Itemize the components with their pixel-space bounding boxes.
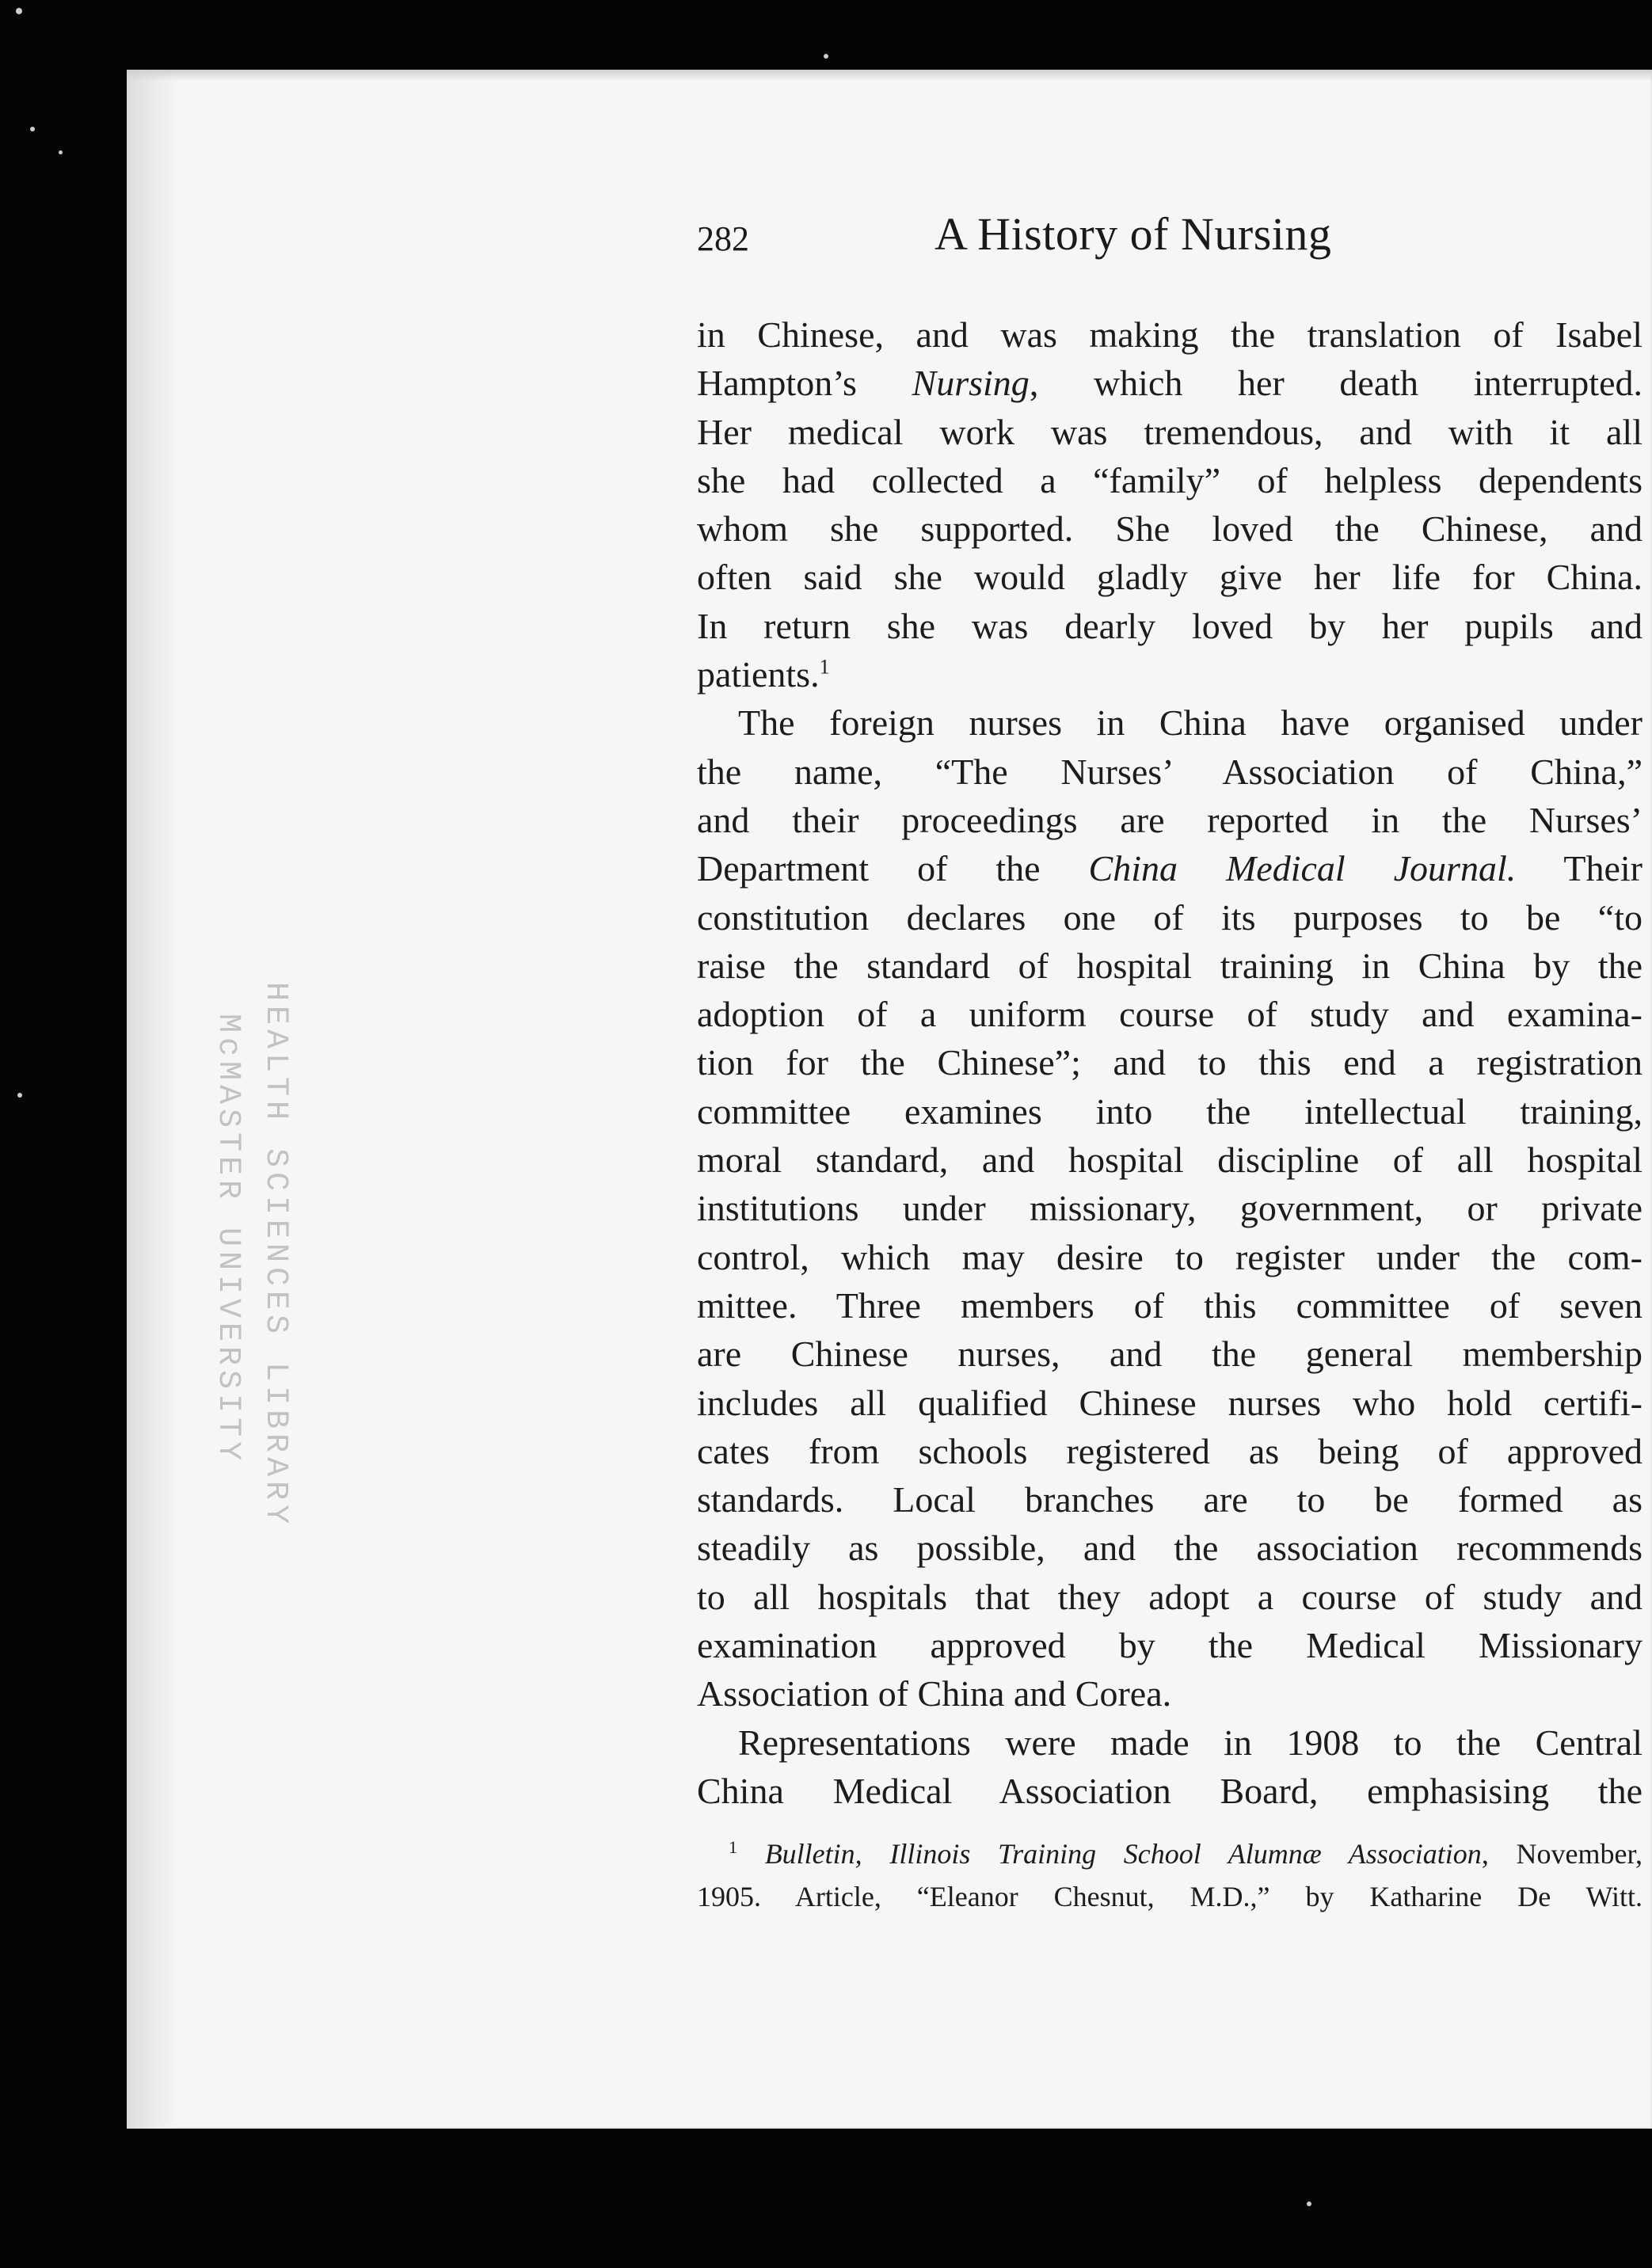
text-line: [697, 1475, 1642, 1524]
text-line: [697, 650, 1642, 698]
text-run: patients.: [697, 654, 820, 695]
text-run: Her medical work was tremendous, and with it all: [697, 411, 1642, 452]
text-run: Representations were made in 1908 to the Central: [738, 1722, 1642, 1763]
text-line: [697, 553, 1642, 601]
footnote-line: [697, 1832, 1642, 1875]
text-line: [697, 456, 1642, 504]
text-line: [697, 1038, 1642, 1086]
text-line: [697, 1767, 1642, 1815]
text-run: institutions under missionary, government, or private: [697, 1188, 1642, 1229]
text-run: often said she would gladly give her life for China.: [697, 557, 1642, 598]
footnote-line: [697, 1875, 1642, 1918]
text-line: [697, 796, 1642, 844]
text-line: [697, 310, 1642, 359]
text-line: [697, 698, 1642, 747]
text-run: , which her death interrupted.: [1029, 363, 1642, 404]
text-run: in Chinese, and was making the translation of Isabel: [697, 314, 1642, 355]
text-run: raise the standard of hospital training in China by the: [697, 945, 1642, 986]
footnote-marker: 1: [729, 1837, 737, 1858]
dust-speck: [59, 150, 63, 154]
text-run: constitution declares one of its purposes to be “to: [697, 896, 1642, 938]
text-run: examination approved by the Medical Missionary: [697, 1625, 1642, 1666]
text-run: Hampton’s: [697, 363, 912, 404]
text-run: and their proceedings are reported in the Nurses’: [697, 799, 1642, 840]
text-run: mittee. Three members of this committee of seven: [697, 1284, 1642, 1326]
text-run: to all hospitals that they adopt a course of study and: [697, 1576, 1642, 1617]
text-line: [697, 408, 1642, 456]
text-line: [697, 1669, 1642, 1718]
text-run: are Chinese nurses, and the general membership: [697, 1334, 1642, 1375]
text-run: control, which may desire to register under the com-: [697, 1236, 1642, 1277]
footnotes: [697, 1832, 1642, 1918]
body-lines: [697, 310, 1642, 1815]
dust-speck: [17, 1093, 22, 1098]
library-stamp: [198, 982, 333, 1529]
text-line: [697, 844, 1642, 892]
text-line: [697, 990, 1642, 1038]
stamp-line-2: McMASTER UNIVERSITY: [210, 1014, 246, 1466]
text-run: she had collected a “family” of helpless dependents: [697, 459, 1642, 500]
italic-text: China Medical Journal.: [1088, 848, 1517, 889]
text-line: [697, 893, 1642, 942]
text-run: cates from schools registered as being of approved: [697, 1430, 1642, 1471]
text-line: [697, 1379, 1642, 1427]
page-number: 282: [697, 219, 749, 258]
footnote-marker: 1: [819, 655, 830, 679]
text-run: whom she supported. She loved the Chinese, and: [697, 508, 1642, 550]
text-line: [697, 1330, 1642, 1378]
text-run: China Medical Association Board, emphasising the: [697, 1770, 1642, 1811]
text-line: [697, 1281, 1642, 1330]
dust-speck: [1307, 2201, 1311, 2206]
text-run: Their: [1516, 848, 1642, 889]
text-run: steadily as possible, and the association recommends: [697, 1528, 1642, 1569]
running-head: [697, 207, 1647, 271]
text-line: [697, 1087, 1642, 1136]
text-line: [697, 1233, 1642, 1281]
text-line: [697, 359, 1642, 407]
text-line: [697, 504, 1642, 553]
text-run: the name, “The Nurses’ Association of China,”: [697, 751, 1642, 792]
text-run: In return she was dearly loved by her pupils and: [697, 605, 1642, 646]
italic-text: Nursing: [912, 363, 1030, 404]
text-line: [697, 942, 1642, 990]
text-run: tion for the Chinese”; and to this end a registration: [697, 1042, 1642, 1083]
page-gutter-shadow: [127, 70, 182, 2129]
page-top-edge: [127, 70, 1652, 81]
text-line: [697, 1524, 1642, 1572]
text-run: 1905. Article, “Eleanor Chesnut, M.D.,” by Katharine De Witt.: [697, 1881, 1642, 1913]
dust-speck: [824, 54, 828, 59]
stamp-line-1: HEALTH SCIENCES LIBRARY: [257, 982, 293, 1529]
text-run: The foreign nurses in China have organised under: [738, 702, 1642, 744]
text-run: includes all qualified Chinese nurses who hold certifi-: [697, 1382, 1642, 1423]
text-line: [697, 1621, 1642, 1669]
text-line: [697, 1573, 1642, 1621]
text-line: [697, 1427, 1642, 1475]
text-line: [697, 1184, 1642, 1232]
text-line: [697, 1136, 1642, 1184]
text-line: [697, 748, 1642, 796]
text-line: [697, 602, 1642, 650]
italic-text: Bulletin, Illinois Training School Alumnæ Association: [764, 1838, 1482, 1870]
text-run: , November,: [1481, 1838, 1642, 1870]
text-run: [737, 1838, 765, 1870]
text-run: committee examines into the intellectual training,: [697, 1090, 1642, 1132]
text-run: moral standard, and hospital discipline of all hospital: [697, 1140, 1642, 1181]
text-run: adoption of a uniform course of study and examina-: [697, 994, 1642, 1035]
text-run: standards. Local branches are to be formed as: [697, 1479, 1642, 1520]
text-line: [697, 1718, 1642, 1767]
dust-speck: [16, 8, 22, 14]
dust-speck: [30, 127, 35, 131]
text-run: Association of China and Corea.: [697, 1673, 1172, 1714]
text-run: Department of the: [697, 848, 1089, 889]
body-text: [697, 310, 1642, 1918]
running-title: A History of Nursing: [934, 208, 1332, 260]
